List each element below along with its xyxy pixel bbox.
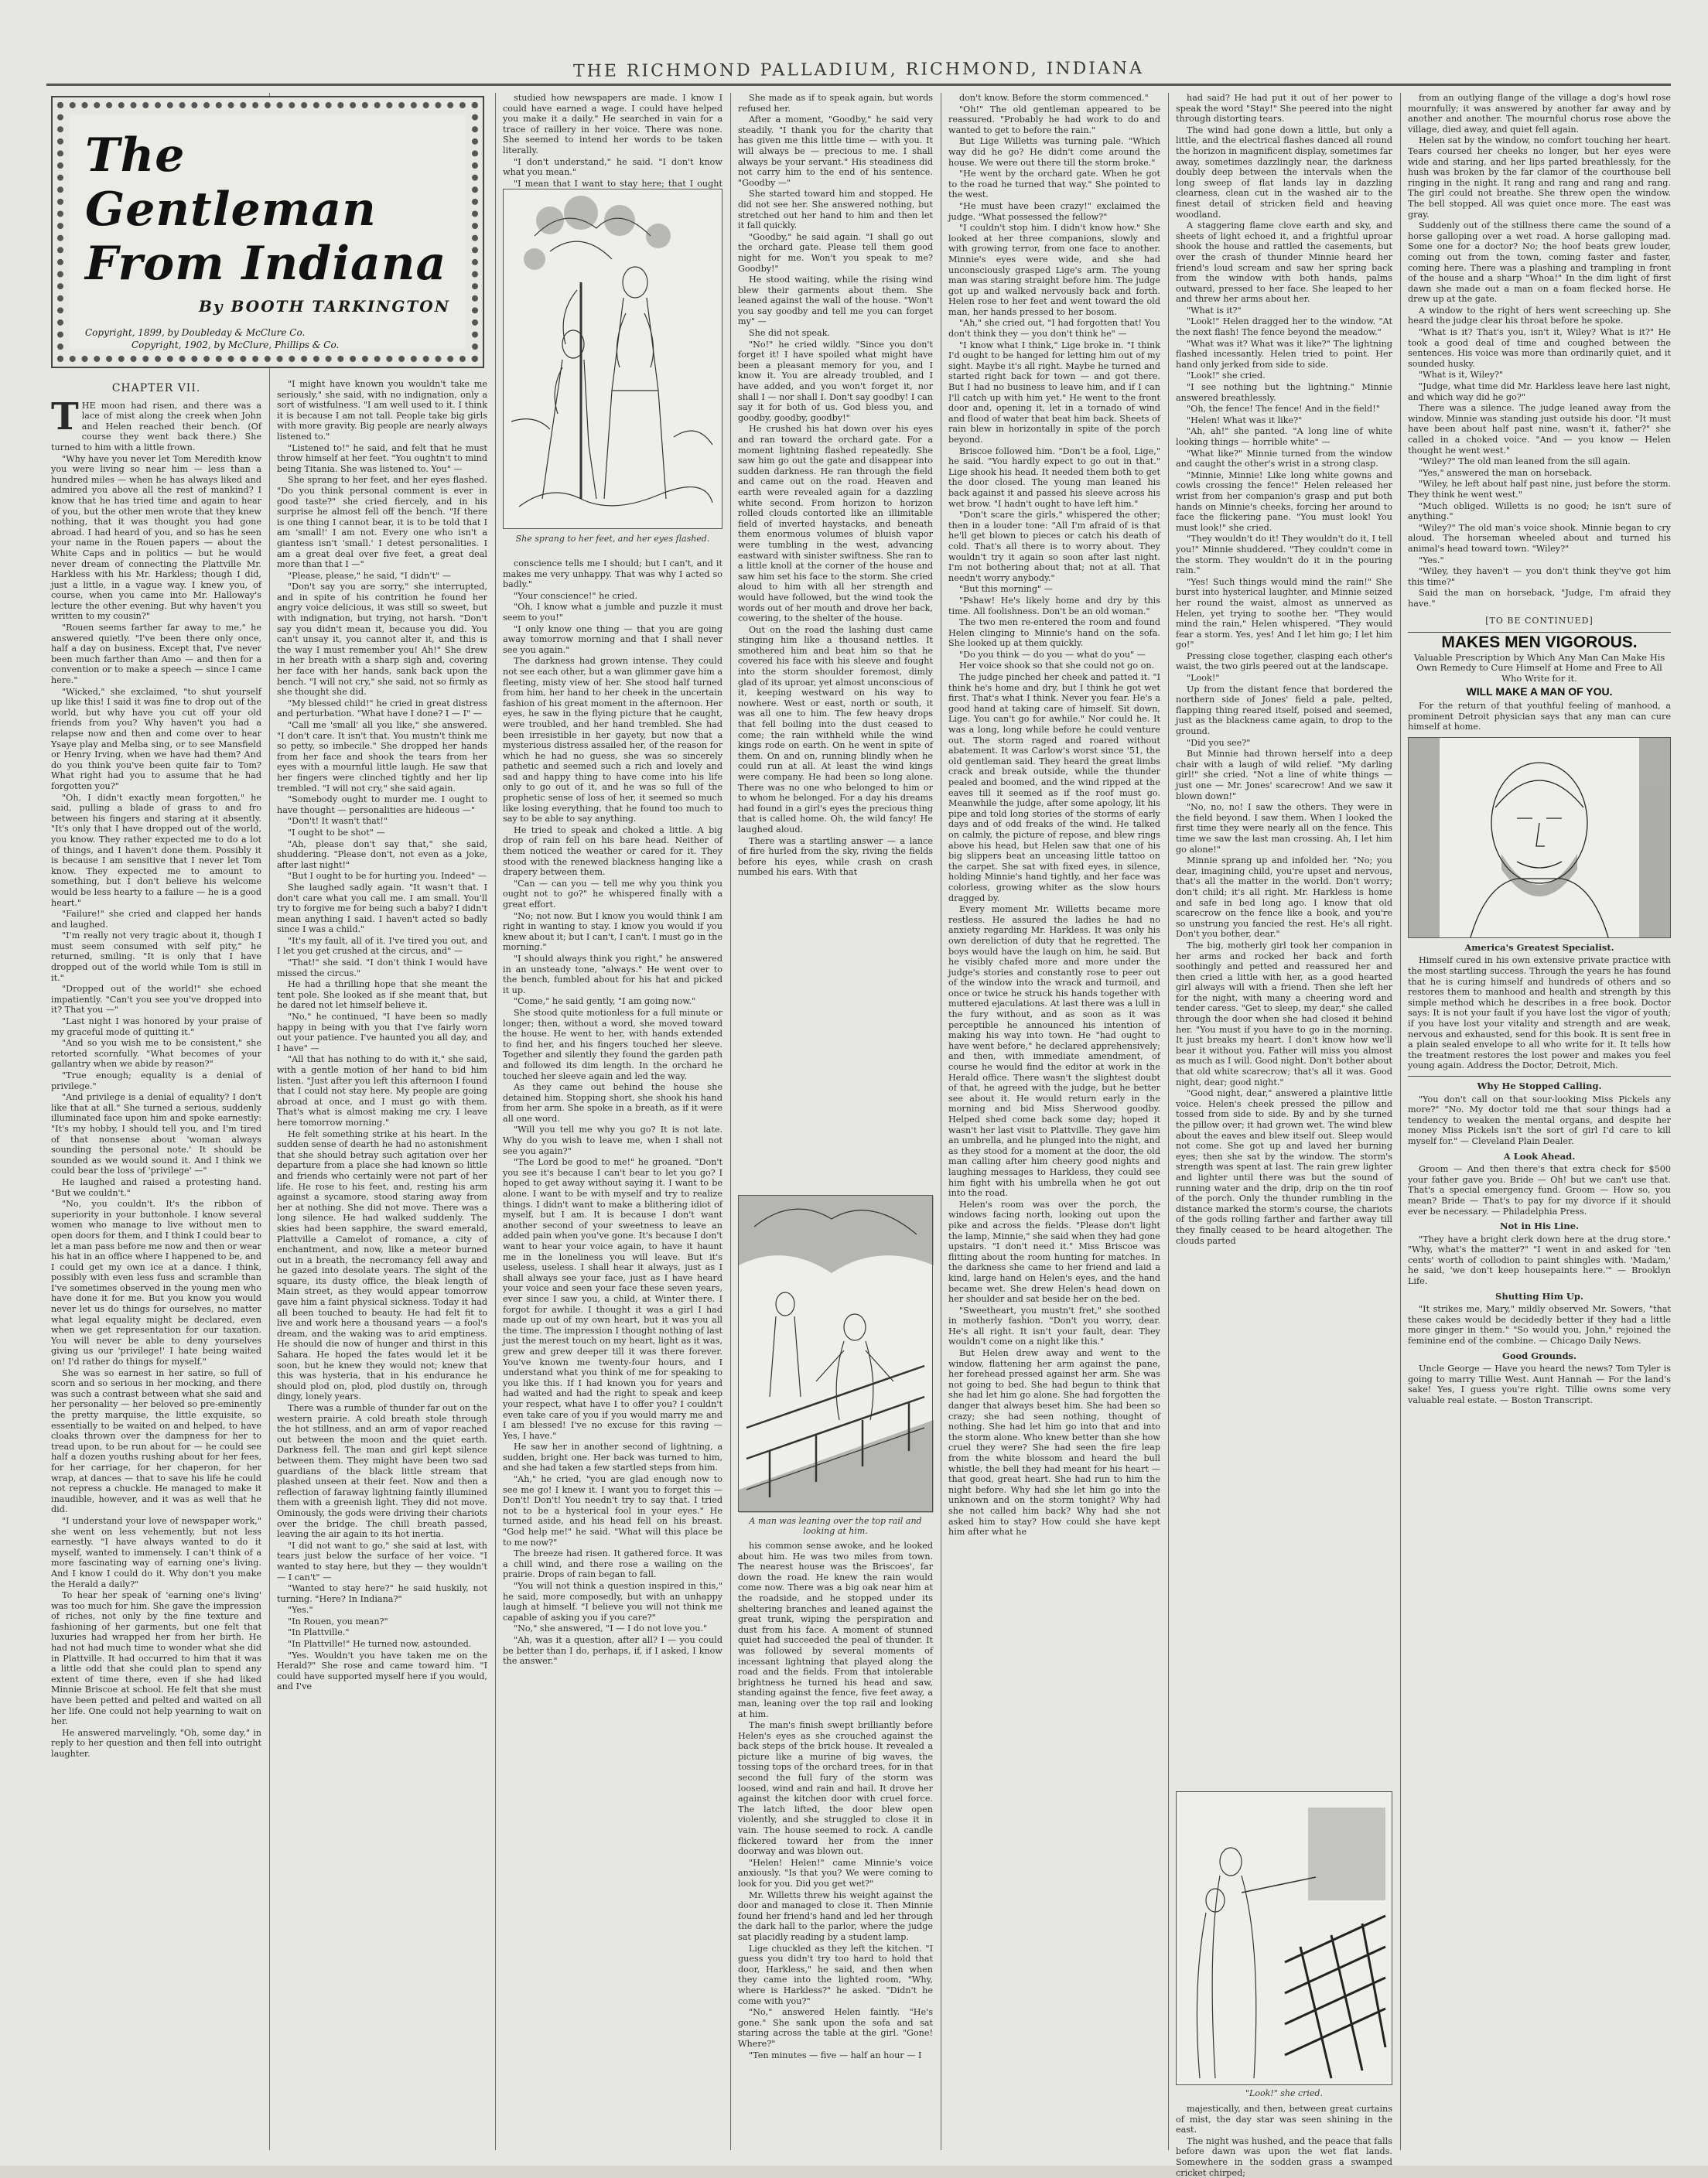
paragraph: "Ah," he cried, "you are glad enough now to see me go! I knew it. I want you to forget this — Don't! Don't! You needn't try to say that. I tried not to be a hysterical fool in your eyes." He turned aside, and his head fell on his breast. "God help me!" he said. "What will this place be to me now?"	[503, 1474, 722, 1548]
masthead-rule	[46, 84, 1671, 86]
misc-item-heading: Why He Stopped Calling.	[1477, 1080, 1602, 1091]
paragraph: "In Plattville."	[288, 1627, 350, 1638]
paragraph: Lige chuckled as they left the kitchen. "I guess you didn't try too hard to hold that door, Harkless," he said, and then when they came into the lighted room, "Why, where is Harkless?" he asked. "Didn't he come with you?"	[738, 1943, 933, 2006]
paragraph: "I ought to be shot" —	[288, 827, 385, 838]
illustration-window	[1176, 1791, 1392, 2085]
paragraph: "You will not think a question inspired in this," he said, more composedly, but with an unhappy laugh at himself. "I believe you will not think me capable of asking you if you care?"	[503, 1581, 722, 1623]
paragraph: She started toward him and stopped. He did not see her. She answered nothing, but stretched out her hand to him and then let it fall quickly.	[738, 189, 933, 231]
paragraph: "What like?" Minnie turned from the window and caught the other's wrist in a strong clasp.	[1176, 448, 1392, 469]
paragraph: Her voice shook so that she could not go on.	[959, 661, 1155, 671]
misc-item-text: Groom — And then there's that extra check for $500 your father gave you. Bride — Oh! but we can't use that. That's a special emergency fund. Groom — How so, you mean? Bride — That's to pay for my divorce if it should ever be necessary. — Philadelphia Press.	[1408, 1164, 1671, 1217]
paragraph: "Do you think — do you — what do you" —	[959, 649, 1146, 660]
paragraph: Out on the road the lashing dust came stinging him like a thousand nettles. It smothered him and beat him so that he covered his face with his sleeve and fought into the storm shoulder foremost, dimly glad of its uproar, yet almost unconscious of it, keeping westward on his way to nowhere. West or east, north or south, it was all one to him. The few heavy drops that fell boiling into the dust ceased to come; the rain withheld while the wind kings rode on earth. On he went in spite of them. On and on, running blindly when he could run at all. At least the wind kings were company. He had been so long alone. There was no one who belonged to him or to whom he belonged. For a day his dreams had found in a girl's eyes the precious thing that is called home. Oh, the wild fancy! He laughed aloud.	[738, 624, 933, 835]
story-byline: By BOOTH TARKINGTON	[199, 297, 450, 316]
misc-items	[1408, 1081, 1671, 1406]
paragraph: "Call me 'small' all you like," she answered. "I don't care. It isn't that. You mustn't think me so petty, so imbecile." She dropped her hands from her face and shook the tears from her eyes with a mournful little laugh. He saw that her fingers were clinched tightly and her lip trembled. "I will not cry," she said again.	[277, 720, 487, 794]
paragraph: "Wicked," she exclaimed, "to shut yourself up like this! I said it was fine to drop out of the world, but why have you cut off your old friends from you? Why haven't you had a relapse now and then and come over to hear Ysaye play and Melba sing, or to see Mansfield or Henry Irving, when we have had them? And do you think you've been quite fair to Tom? What right had you to assume that he had forgotten you?"	[51, 686, 261, 791]
paragraph: "Minnie, Minnie! Like long white gowns and cowls crossing the fence!" Helen released her wrist from her companion's grasp and put both hands on Minnie's cheeks, forcing her around to face the flickering pane. "You must look! You must look!" she cried.	[1176, 469, 1392, 533]
paragraph: "Wanted to stay here?" he said huskily, not turning. "Here? In Indiana?"	[277, 1583, 487, 1604]
paragraph: "No, you couldn't. It's the ribbon of superiority in your buttonhole. I know several women who manage to live without men to open doors for them, and I think I could bear to let a man pass before me now and then or wear his hat in an office where I happened to be, and I could get my own ice at a dance. I think, possibly with even less fuss and scramble than I've sometimes observed in the young men who have done it for me. But you know you would never let us do things for ourselves, no matter what legal equality might be declared, even when we get representation for our taxation. You will never be able to deny yourselves giving us our 'privilege!' I hate being waited on! I'd rather do things for myself."	[51, 1199, 261, 1367]
paragraph: Pressing close together, clasping each other's waist, the two girls peered out at the landscape.	[1176, 650, 1392, 672]
specialist-portrait	[1408, 737, 1671, 938]
misc-item-heading: Good Grounds.	[1502, 1350, 1576, 1361]
paragraph: "Judge, what time did Mr. Harkless leave here last night, and which way did he go?"	[1408, 381, 1671, 402]
paragraph: "Pshaw! He's likely home and dry by this time. All foolishness. Don't be an old woman."	[948, 595, 1160, 616]
column-3-bottom-paragraphs	[503, 558, 722, 1667]
paragraph: "Don't say you are sorry," she interrupted, and in spite of his contrition he found her angry voice delicious, it was still so sweet, but with indignation, but trying, not harsh. "Don't say you didn't mean it, because you did. You can't unsay it, you cannot alter it, and this is the way I must remember you! Ah!" She drew in her breath with a sharp sigh and, covering her face with her hands, sank back upon the bench. "I will not cry," she said, not so firmly as she thought she did.	[277, 582, 487, 698]
column-3-top-paragraphs	[503, 93, 722, 200]
paragraph: As they came out behind the house she detained him. Stopping short, she shook his hand from her arm. She spoke in a breath, as if it were all one word.	[503, 1082, 722, 1124]
story-column-3-bottom	[503, 558, 722, 2150]
misc-item-heading: Shutting Him Up.	[1495, 1290, 1583, 1302]
paragraph: "I understand your love of newspaper work," she went on less vehemently, but not less earnestly. "I have always wanted to do it myself, wanted to immensely. I can't think of a more fascinating way of earning one's living. And I know I could do it. Why don't you make the Herald a daily?"	[51, 1515, 261, 1589]
column-5-paragraphs	[948, 93, 1160, 1538]
column-rule	[730, 93, 731, 2150]
paragraph: "What is it?"	[1187, 305, 1242, 316]
paragraph: She was so earnest in her satire, so full of scorn and so serious in her mocking, and there was such a contrast between what she said and her personality — her beloved so pre-eminently the pretty marquise, the little exquisite, so essentially to be waited on and helped, to have cloaks thrown over the dampness for her to tread upon, to be run about for — he could see half a dozen youths rushing about for her fees, for her carriage, for her chaperon, for her wrap, at dances — that to save his life he could not repress a chuckle. He managed to make it inaudible, however, and it was as well that he did.	[51, 1367, 261, 1515]
paragraph: conscience tells me I should; but I can't, and it makes me very unhappy. That was why I acted so badly."	[503, 558, 722, 590]
paragraph: Helen sat by the window, no comfort touching her heart. Tears coursed her cheeks no longer, but her eyes were wide and staring, and her lips parted breathlessly, for the hush was broken by the far clamor of the courthouse bell ringing in the night. It rang and rang and rang and rang. The girl could not breathe. She threw open the window. The bell stopped. All was quiet once more. The east was gray.	[1408, 135, 1671, 220]
paragraph: "No, no, no! I saw the others. They were in the field beyond. I saw them. When I looked the first time they were nearly all on the fence. This time we saw the last man crossing. Ah, I let him go alone!"	[1176, 802, 1392, 855]
title-inner	[70, 114, 466, 350]
paragraph: The breeze had risen. It gathered force. It was a chill wind, and there rose a wailing on the prairie. Drops of rain began to fall.	[503, 1548, 722, 1580]
paragraph: "He went by the orchard gate. When he got to the road he turned that way." She pointed to the west.	[948, 169, 1160, 200]
misc-item-heading: A Look Ahead.	[1503, 1150, 1576, 1162]
paragraph: "Look!"	[1187, 673, 1220, 684]
paragraph: "Wiley, he left about half past nine, just before the storm. They think he went west."	[1408, 479, 1671, 500]
column-rule	[495, 93, 496, 2150]
paragraph: "Oh!" The old gentleman appeared to be reassured. "Probably he had work to do and wanted to get to before the rain."	[948, 104, 1160, 135]
paragraph: "The Lord be good to me!" he groaned. "Don't you see it's because I can't bear to let you go? I hoped to get away without saying it. I want to be alone. I want to be with myself and try to realize things. I didn't want to make a blithering idiot of myself, but I am. It is because I don't want another second of your sweetness to leave an added pain when you've gone. It's because I don't want to hear your voice again, to have it haunt me in the loneliness you will leave. But it's useless, useless. I shall hear it always, just as I shall always see your face, just as I have heard your voice and seen your face these seven years, ever since I saw you, a child, at Winter there. I forgot for awhile. I thought it was a girl I had made up out of my own heart, but it was you all the time. The impression I thought nothing of last just the merest touch on my heart, light as it was, grew and grew deeper till it was there forever. You've known me twenty-four hours, and I understand what you think of me for speaking to you like this. If I had known you for years and had waited and had the right to speak and keep your respect, what have I to offer you? I couldn't even take care of you if you would marry me and I am blessed! I've no excuse for this raving — Yes, I have."	[503, 1157, 722, 1441]
paragraph: "Ah," she cried out, "I had forgotten that! You don't think they — you don't think he" —	[948, 318, 1160, 340]
paragraph: "In Plattville!" He turned now, astounded.	[288, 1639, 472, 1650]
paragraph: "Much obliged. Willetts is no good; he isn't sure of anything."	[1408, 500, 1671, 522]
paragraph: She did not speak.	[749, 328, 831, 339]
paragraph: from an outlying flange of the village a dog's howl rose mournfully; it was answered by another far away and by another and another. The mournful chorus rose above the village, died away, and quiet fell again.	[1408, 93, 1671, 135]
copyright-line-2: Copyright, 1902, by McClure, Phillips & Co.	[132, 340, 340, 350]
paragraph: "Ah, was it a question, after all? I — you could be better than I do, perhaps, if, if I asked, I know the answer."	[503, 1634, 722, 1667]
paragraph: "And privilege is a denial of equality? I don't like that at all." She turned a serious, suddenly illuminated face upon him and spoke earnestly: "It's my hobby, I should tell you, and I'm tired of that nonsense about 'woman always sounding the personal note.' It should be sounded as we would sound it. And I think we could bear the loss of 'privilege' —"	[51, 1092, 261, 1176]
paragraph: The judge pinched her cheek and patted it. "I think he's home and dry, but I think he got wet first. That's what I think. Never you fear. He's a good hand at taking care of himself. Sit down, Lige. You can't go for awhile." Nor could he. It was a long, long while before he could venture out. The storm raged and roared without abatement. It was Carlow's worst since '51, the old gentleman said. They heard the great limbs crack and break outside, while the thunder pealed and boomed, and the wind ripped at the eaves till it seemed as if the roof must go. Meanwhile the judge, after some apology, lit his pipe and told long stories of the storms of early days and of odd freaks of the wind. He talked on calmly, the picture of repose, and blew rings above his head, but Helen saw that one of his big slippers beat an unceasing little tattoo on the carpet. She sat with fixed eyes, in silence, holding Minnie's hand tightly, and her face was colorless, growing whiter as the slow hours dragged by.	[948, 672, 1160, 903]
paragraph: There was a silence. The judge leaned away from the window. Minnie was standing just outside his door. "It must have been about half past nine, wasn't it, father?" she called in a choked voice. "And — you know — Helen thought he went west."	[1408, 403, 1671, 456]
paragraph: "But I ought to be for hurting you. Indeed" —	[288, 871, 487, 882]
paragraph: "What was it? What was it like?" The lightning flashed incessantly. Helen tried to point. Her hand only jerked from side to side.	[1176, 338, 1392, 370]
story-column-4-bottom	[738, 1541, 933, 2150]
paragraph: "What is it? That's you, isn't it, Wiley? What is it?" He took a good deal of time and coughed between the sentences. His voice was more than ordinarily quiet, and it sounded husky.	[1408, 327, 1671, 369]
paragraph: But Lige Willetts was turning pale. "Which way did he go? He didn't come around the house. We were out there till the storm broke."	[948, 136, 1160, 168]
paragraph: "True enough; equality is a denial of privilege."	[51, 1070, 261, 1091]
paragraph: "All that has nothing to do with it," she said, with a gentle motion of her hand to bid him listen. "Just after you left this afternoon I found that I could not stay here. My people are going abroad at once, and I must go with them. That's what is almost making me cry. I leave here tomorrow morning."	[277, 1054, 487, 1128]
paragraph: She sprang to her feet, and her eyes flashed. "Do you think personal comment is ever in good taste?" she cried fiercely, and in his surprise he almost fell off the bench. "If there is one thing I cannot bear, it is to be told that I am 'small!' I am not. Every one who isn't a giantess isn't 'small.' I detest personalities. I am a great deal over five feet, a great deal more than that I —"	[277, 475, 487, 570]
paragraph: "Will you tell me why you go? It is not late. Why do you wish to leave me, when I shall not see you again?"	[503, 1125, 722, 1156]
misc-item-text: "You don't call on that sour-looking Miss Pickels any more?" "No. My doctor told me that sour things had a tendency to weaken the mental organs, and despite her money Miss Pickels isn't the sort of girl I'd care to kill myself for." — Cleveland Plain Dealer.	[1408, 1094, 1671, 1146]
masthead: THE RICHMOND PALLADIUM, RICHMOND, INDIANA	[572, 59, 1144, 81]
paragraph: But Helen drew away and went to the window, flattening her arm against the pane, her forehead pressed against her arm. She was not going to bed. She had begun to think that she had let him go alone. She had forgotten the danger that always beset him. She had been so crazy; she had seen nothing, thought of nothing. She had let him go into that and into the storm alone. Who knew better than she how cruel they were? She had seen the fire leap from the white blossom and heard the bull whistle, the bell they had meant for his heart — that good, great heart. She had run to him the night before. Why had she let him go into the unknown and on the storm tonight? Why had she not called him back? Why had she not asked him to stay? How could she have kept him after what he	[948, 1348, 1160, 1538]
paragraph: There was a rumble of thunder far out on the western prairie. A cold breath stole through the hot stillness, and an arm of vapor reached out between the moon and the quiet earth. Darkness fell. The man and girl kept silence between them. They might have been two sad guardians of the black little stream that plashed unseen at their feet. Now and then a reflection of faraway lightning faintly illumined them with a greenish light. They did not move. Ominously, the gods were driving their chariots over the bridge. The chill breath passed, leaving the air again to its hot inertia.	[277, 1403, 487, 1540]
paragraph: The man's finish swept brilliantly before Helen's eyes as she crouched against the back steps of the brick house. It revealed a picture like a murine of big waves, the tossing tops of the orchard trees, for in that second the full fury of the storm was loosed, wind and rain and hail. It drove her against the kitchen door with cruel force. The latch lifted, the door blew open violently, and she struggled to close it in vain. The house seemed to rock. A candle flickered toward her from the inner doorway and was blown out.	[738, 1720, 933, 1857]
misc-item-text: Uncle George — Have you heard the news? Tom Tyler is going to marry Tillie West. Aunt Hannah — For the land's sake! Yes, I guess you're right. Tillie owns some very valuable real estate. — Boston Transcript.	[1408, 1364, 1671, 1405]
paragraph: "Yes! Such things would mind the rain!" She burst into hysterical laughter, and Minnie seized her round the waist, almost as unnerved as Helen, yet trying to soothe her. "They would mind the rain," Helen whispered. "They would fear a storm. Yes, yes! And I let him go; I let him go!"	[1176, 576, 1392, 650]
paragraph: "Oh, I didn't exactly mean forgotten," he said, pulling a blade of grass to and fro between his fingers and staring at it absently. "It's only that I have dropped out of the world, you know. They rather expected me to do a lot of things, and I haven't done them. Possibly it is because I am sensitive that I never let Tom know. They expected me to amount to something, but I don't believe his welcome would be less hearty to a failure — he is a good heart."	[51, 792, 261, 908]
illustration-couple	[503, 189, 722, 529]
story-column-6-bottom	[1176, 2104, 1392, 2178]
paragraph: "Did you see?"	[1187, 737, 1251, 748]
paragraph: "I might have known you wouldn't take me seriously," she said, with no indignation, only a sort of wistfulness. "I am well used to it. I think it is because I am not tall. People take big girls with more gravity. Big people are nearly always listened to."	[277, 379, 487, 442]
paragraph: Briscoe followed him. "Don't be a fool, Lige," he said. "You hardly expect to go out in that." Lige shook his head. It needed them both to get the door closed. The young man leaned his back against it and passed his sleeve across his wet brow. "I hadn't ought to have left him."	[948, 446, 1160, 509]
paragraph: Minnie sprang up and infolded her. "No; you dear, imagining child, you're upset and nervous, that's all the matter in the world. Don't worry; don't child; it's all right. Mr. Harkless is home and safe in bed long ago. I know that old scarecrow on the fence like a book, and you're so unstrung you fancied the rest. He's all right. Don't you bother, dear."	[1176, 855, 1392, 940]
story-column-3-top	[503, 93, 722, 189]
paragraph: "I know what I think," Lige broke in. "I think I'd ought to be hanged for letting him out of my sight. Maybe it's all right. Maybe he turned and started right back for town — and got there. But I had no business to leave him, and if I can I'll catch up with him yet." He went to the front door and, opening it, let in a tornado of wind and flood of water that beat him back. Sheets of rain blew in horizontally in spite of the porch beyond.	[948, 340, 1160, 445]
story-title-line-2: From Indiana	[85, 237, 447, 291]
paragraph: "Wiley?" The old man leaned from the sill again.	[1419, 456, 1631, 467]
illustration-caption-1: She sprang to her feet, and her eyes flashed.	[515, 534, 710, 544]
paragraph: "What is it, Wiley?"	[1419, 370, 1504, 381]
paragraph: "Wiley, they haven't — you don't think they've got him this time?"	[1408, 566, 1671, 587]
illustration-road-drawing	[739, 1196, 934, 1513]
paragraph: "Why have you never let Tom Meredith know you were living so near him — less than a hundred miles — when he has always liked and admired you above all the rest of mankind? I know that he has tried time and again to hear of you, but the other men wrote that they knew nothing, that it was thought you had gone abroad. I had heard of you, and so has he seen your name in the Rouen papers — about the White Caps and in politics — but he would never dream of connecting the Plattville Mr. Harkless with his Mr. Harkless; though I did, just a little, in a vague way. I knew you, of course, when you came into Mr. Halloway's lecture the other evening. But why haven't you written to my cousin?"	[51, 453, 261, 622]
paragraph: "My blessed child!" he cried in great distress and perturbation. "What have I done? I — I" —	[277, 698, 487, 719]
illustration-couple-drawing	[504, 189, 723, 530]
paragraph: "I did not want to go," she said at last, with tears just below the surface of her voice. "I wanted to stay here, but they — they wouldn't — I can't" —	[277, 1540, 487, 1582]
paragraph: Every moment Mr. Willetts became more restless. He assured the ladies he had no anxiety regarding Mr. Harkless. It was only his own dereliction of duty that he regretted. The boys would have the laugh on him, he said. But he visibly chafed more and more under the judge's stories and constantly rose to peer out of the window into the wrack and turmoil, and once or twice he struck his hands together with muttered ejaculations. At last there was a lull in the fury without, and as soon as it was perceptible he announced his intention of making his way into town. He "had ought to have went before," he declared apprehensively; and then, with immediate amendment, of course he would find the editor at work in the Herald office. There wasn't the slightest doubt of that, he agreed with the judge, but he better see about it. He would return early in the morning and bid Miss Sherwood goodby. Helped shed come back some day; hoped it wasn't her last visit to Plattville. They gave him an umbrella, and he plunged into the night, and as they stood for a moment at the door, the old man calling after him cheery good nights and laughing messages to Harkless, they could see him fight with his umbrella when he got out into the road.	[948, 904, 1160, 1199]
illustration-caption-3: "Look!" she cried.	[1245, 2088, 1323, 2098]
paragraph: "No," she answered, "I — I do not love you."	[514, 1623, 708, 1634]
dropcap: T	[51, 394, 79, 439]
paragraph: "Ah, ah!" she panted. "A long line of white looking things — horrible white" —	[1176, 426, 1392, 447]
paragraph: "And so you wish me to be consistent," she retorted scornfully. "What becomes of your gallantry when we abide by reason?"	[51, 1038, 261, 1070]
paragraph: "Don't! It wasn't that!"	[288, 816, 388, 827]
paragraph: "Ten minutes — five — half an hour — I	[749, 2050, 922, 2060]
column-rule	[1400, 93, 1401, 2150]
paragraph: "I see nothing but the lightning." Minnie answered breathlessly.	[1176, 382, 1392, 403]
paragraph: "Helen! What was it like?"	[1187, 415, 1303, 425]
column-7-paragraphs	[1408, 93, 1671, 609]
paragraph: "Please, please," he said, "I didn't" —	[288, 570, 452, 581]
paragraph: "Rouen seems farther far away to me," he answered quietly. "I've been there only once, half a day on business. Except that, I've never been much farther than Amo — and then for a convention or to make a speech — since I came here."	[51, 623, 261, 686]
paragraph: "I couldn't stop him. I didn't know how." She looked at her three companions, slowly and with growing terror, from one face to another. Minnie's eyes were wide, and she had unconsciously grasped Lige's arm. The young man was staring straight before him. The judge got up and walked nervously back and forth. Helen rose to her feet and went toward the old man, her hands pressed to her bosom.	[948, 223, 1160, 317]
story-column-2	[277, 379, 487, 2150]
story-column-7	[1408, 93, 1671, 2150]
paragraph: To hear her speak of 'earning one's living' was too much for him. She gave the impression of riches, not only by the fine texture and fashioning of her garments, but one felt that luxuries had wrapped her from her birth. He had not had much time to wonder what she did in Plattville. It had occurred to him that it was a little odd that she could plan to spend any extent of time there, even if she had liked Minnie Briscoe at school. He felt that she must have been petted and pelted and waited on all her life. One could not help yearning to wait on her.	[51, 1590, 261, 1727]
paragraph: Said the man on horseback, "Judge, I'm afraid they have."	[1408, 588, 1671, 609]
paragraph: Suddenly out of the stillness there came the sound of a horse galloping over a wet road. A horse galloping mad. Some one for a doctor? No; the hoof beats grew louder, coming out from the town, coming faster and faster, coming here. There was a plashing and trampling in front of the house and a sharp "Whoa!" In the dim light of first dawn she made out a man on a foam flecked horse. He drew up at the gate.	[1408, 220, 1671, 305]
paragraph: He saw her in another second of lightning, a sudden, bright one. Her back was turned to him, and she had taken a few startled steps from him.	[503, 1442, 722, 1473]
paragraph: "Your conscience!" he cried.	[514, 590, 638, 601]
paragraph: "Sweetheart, you mustn't fret," she soothed in motherly fashion. "Don't you worry, dear. He's all right. It isn't your fault, dear. They wouldn't come on a night like this."	[948, 1305, 1160, 1347]
illustration-road	[738, 1195, 933, 1512]
paragraph: "I don't understand," he said. "I don't know what you mean."	[503, 156, 722, 178]
paragraph: "No; not now. But I know you would think I am right in wanting to stay. I know you would if you knew about it; but I can't, I can't. I must go in the morning."	[503, 910, 722, 953]
column-4-bottom-paragraphs	[738, 1541, 933, 2060]
paragraph: "Yes."	[1419, 555, 1444, 565]
section-rule	[1408, 1076, 1671, 1077]
story-title-box	[51, 96, 484, 368]
column-4-top-paragraphs	[738, 93, 933, 878]
misc-item-text: "They have a bright clerk down here at the drug store." "Why, what's the matter?" "I went in and asked for 'ten cents' worth of collodion to paint shingles with. 'Madam,' he said, 'we don't keep housepaints here.'" — Brooklyn Life.	[1408, 1234, 1671, 1287]
portrait-caption: America's Greatest Specialist.	[1464, 941, 1614, 953]
paragraph: A window to the right of hers went screeching up. She heard the judge clear his throat before he spoke.	[1408, 305, 1671, 326]
paragraph: After a moment, "Goodby," he said very steadily. "I thank you for the charity that has given me this little time — with you. It will always be — precious to me. I shall always be your servant." His steadiness did not carry him to the end of his sentence. "Goodby —"	[738, 114, 933, 188]
column-rule	[269, 93, 270, 2150]
paragraph: "No!" he cried wildly. "Since you don't forget it! I have spoiled what might have been a pleasant memory for you, and I know it. You are already troubled, and I have added, and you won't forget it, nor shall I — nor shall I. Don't say goodby! I can say it for both of us. God bless you, and goodby, goodby, goodby!"	[738, 339, 933, 423]
paragraph: "Come," he said gently, "I am going now."	[514, 996, 696, 1007]
paragraph: But Minnie had thrown herself into a deep chair with a laugh of wild relief. "My darling girl!" she cried. "Not a line of white things — just one — Mr. Jones' scarecrow! And we saw it blown down!"	[1176, 749, 1392, 801]
paragraph: had said? He had put it out of her power to speak the word "Stay!" She peered into the night through distorting tears.	[1176, 93, 1392, 125]
ad-headline: MAKES MEN VIGOROUS.	[1441, 633, 1638, 652]
paragraph: "Somebody ought to murder me. I ought to have thought — personalities are hideous —"	[277, 794, 487, 815]
paragraph: "Wiley?" The old man's voice shook. Minnie began to cry aloud. The horseman wheeled about and turned his animal's head toward town. "Wiley?"	[1408, 522, 1671, 554]
ad-offer: WILL MAKE A MAN OF YOU.	[1466, 685, 1613, 698]
paragraph: "I only know one thing — that you are going away tomorrow morning and that I shall never see you again."	[503, 623, 722, 655]
story-column-1	[51, 379, 261, 2150]
paragraph: He answered marvelingly, "Oh, some day," in reply to her question and then fell into outright laughter.	[51, 1727, 261, 1759]
paragraph: "Look!" Helen dragged her to the window. "At the next flash! The fence beyond the meadow."	[1176, 316, 1392, 338]
paragraph: He tried to speak and choked a little. A big drop of rain fell on his bare head. Neither of them noticed the weather or cared for it. They stood with the renewed blackness hanging like a drapery between them.	[503, 824, 722, 878]
ad-intro: For the return of that youthful feeling of manhood, a prominent Detroit physician says that any man can cure himself at home.	[1408, 701, 1671, 732]
paragraph: A staggering flame clove earth and sky, and sheets of light echoed it, and a frightful uproar shook the house and rattled the casements, but over the crash of thunder Minnie heard her friend's loud scream and saw her spring back from the window with both hands, palms outward, pressed to her face. She leaped to her and threw her arms about her.	[1176, 220, 1392, 305]
paragraph: He had a thrilling hope that she meant the tent pole. She looked as if she meant that, but he dared not let himself believe it.	[277, 979, 487, 1011]
paragraph: The wind had gone down a little, but only a little, and the electrical flashes danced all round the horizon in magnificent display, sometimes far away, sometimes dazzlingly near, the darkness doubly deep between the intervals when the long sweep of flat lands lay in dazzling clearness, clean cut in the washed air to the finest detail of stricken field and heaving woodland.	[1176, 125, 1392, 220]
paragraph: The darkness had grown intense. They could not see each other, but a wan glimmer gave him a fleeting, misty view of her. She stood half turned from him, her hand to her cheek in the uncertain fashion of his great moment in the afternoon. Her eyes, he saw in the flying picture that he caught, were troubled, and her hand trembled. She had been irresistible in her gayety, but now that a mysterious distress assailed her, of the reason for which he had no guess, she was so sincerely pathetic and seemed such a rich and lovely and sad and happy thing to have come into his life only to go out of it, and he was so full of the prophetic sense of loss of her, it seemed so much like losing everything, that he found too much to say to be able to say anything.	[503, 656, 722, 824]
paragraph: majestically, and then, between great curtains of mist, the day star was seen shining in the east.	[1176, 2104, 1392, 2135]
paragraph: Helen's room was over the porch, the windows facing north, looking out upon the pike and across the fields. "Please don't light the lamp, Minnie," she said when they had gone upstairs. "I don't need it." Miss Briscoe was flitting about the room hunting for matches. In the darkness she came to her friend and laid a kind, large hand on Helen's eyes, and the hand became wet. She drew Helen's head down on her shoulder and sat beside her on the bed.	[948, 1199, 1160, 1305]
paragraph: "He must have been crazy!" exclaimed the judge. "What possessed the fellow?"	[948, 200, 1160, 222]
paragraph: Mr. Willetts threw his weight against the door and managed to close it. Then Minnie found her friend's hand and led her through the dark hall to the parlor, where the judge sat placidly reading by a student lamp.	[738, 1890, 933, 1942]
illustration-window-drawing	[1177, 1792, 1393, 2086]
paragraph: "Failure!" she cried and clapped her hands and laughed.	[51, 909, 261, 930]
column-rule	[1168, 93, 1169, 2150]
story-column-5	[948, 93, 1160, 2150]
paragraph: "Yes," answered the man on horseback.	[1419, 467, 1593, 478]
paragraph: "Last night I was honored by your praise of my graceful mode of quitting it."	[51, 1016, 261, 1037]
paragraph: "Oh, the fence! The fence! And in the field!"	[1187, 404, 1380, 415]
paragraph: She laughed sadly again. "It wasn't that. I don't care what you call me. I am small. You'll try to forgive me for being such a baby? I didn't mean anything I said. I haven't acted so badly since I was a child."	[277, 882, 487, 935]
paragraph: studied how newspapers are made. I know I could have earned a wage. I could have helped you make it a daily." He searched in vain for a trace of raillery in her voice. There was none. She seemed to intend her words to be taken literally.	[503, 93, 722, 155]
portrait-drawing	[1409, 738, 1670, 937]
paragraph: The big, motherly girl took her companion in her arms and rocked her back and forth soothingly and petted and reassured her and then cried a little with her, as a good hearted girl always will with a friend. Then she left her for the night, with many a cheering word and tender caress. "Get to sleep, my dear," she called through the door when she had closed it behind her. "You must if you have to go in the morning. It just breaks my heart. I don't know how we'll bear it without you. Father will miss you almost as much as I will. Good night. Don't bother about that old white scarecrow; that's all it was. Good night, dear; good night."	[1176, 940, 1392, 1087]
paragraph: "Goodby," he said again. "I shall go out the orchard gate. Please tell them good night for me. Won't you speak to me? Goodby!"	[738, 231, 933, 274]
misc-item-heading: Not in His Line.	[1499, 1220, 1580, 1232]
story-column-4-top	[738, 93, 933, 1191]
paragraph: "Look!" she cried.	[1187, 370, 1266, 381]
paragraph: "I'm really not very tragic about it, though I must seem consumed with self pity," he returned, smiling. "It is only that I have dropped out of the world while Tom is still in it."	[51, 930, 261, 983]
section-rule	[1408, 632, 1671, 633]
paragraph: "Listened to!" he said, and felt that he must throw himself at her feet. "You oughtn't to mind being Titania. She was listened to. You" —	[277, 442, 487, 474]
column-6-top-paragraphs	[1176, 93, 1392, 1246]
paragraph: There was a startling answer — a lance of fire hurled from the sky, riving the fields before his eyes, while crash on crash numbed his ears. With that	[738, 835, 933, 878]
paragraph: "They wouldn't do it! They wouldn't do it, I tell you!" Minnie shuddered. "They couldn't come in the storm. They wouldn't do it in the pouring rain."	[1176, 534, 1392, 576]
paragraph: "Yes. Wouldn't you have taken me on the Herald?" She rose and came toward him. "I could have supported myself here if you would, and I've	[277, 1650, 487, 1692]
paragraph: He crushed his hat down over his eyes and ran toward the orchard gate. For a moment lightning flashed repeatedly. She saw him go out the gate and disappear into sudden darkness. He ran through the field and came out on the road. Heaven and earth were revealed again for a dazzling white second. From horizon to horizon rolled clouds contorted like an illimitable field of inverted haystacks, and beneath them enormous volumes of bluish vapor were tumbling in the west, advancing eastward with sinister swiftness. She ran to a little knoll at the corner of the house and saw him set his face to the storm. She cried aloud to him with all her strength and would have followed, but the wind took the words out of her mouth and drove her back, cowering, to the shelter of the house.	[738, 424, 933, 624]
paragraph: The two men re-entered the room and found Helen clinging to Minnie's hand on the sofa. She looked up at them quickly.	[948, 617, 1160, 649]
paragraph: "Oh, I know what a jumble and puzzle it must seem to you!"	[503, 602, 722, 623]
column-6-bottom-paragraphs	[1176, 2104, 1392, 2178]
story-column-6-top	[1176, 93, 1392, 1787]
paragraph: his common sense awoke, and he looked about him. He was two miles from town. The nearest house was the Briscoes', far down the road. He knew the rain would come now. There was a big oak near him at the roadside, and he stopped under its sheltering branches and leaned against the great trunk, wiping the perspiration and dust from his face. A moment of stunned quiet had succeeded the peal of thunder. It was followed by several moments of incessant lightning that played along the road and the fields. From that intolerable brightness he turned his head and saw, standing against the fence, five feet away, a man, leaning over the top rail and looking at him.	[738, 1541, 933, 1719]
opening-paragraph: HE moon had risen, and there was a lace of mist along the creek when John and Helen reached their bench. (Of course they went back there.) She turned to him with a little frown.	[51, 400, 261, 452]
paragraph: The night was hushed, and the peace that falls before dawn was upon the wet flat lands. Somewhere in the sodden grass a swamped cricket chirped;	[1176, 2135, 1392, 2178]
ad-body: Himself cured in his own extensive private practice with the most startling success. Through the years he has found that he is curing himself and hundreds of others and so restores them to manhood and health and strength by this simple method which he describes in a free book. Doctor says: It is not your fault if you have lost the vigor of youth; if you have lost your vitality and strength and are weak, nervous and exhausted, send for this book. It is sent free in a plain sealed envelope to all who write for it. It tells how the treatment restores the lost power and makes you feel young again. Address the Doctor, Detroit, Mich.	[1408, 955, 1671, 1071]
illustration-caption-2: A man was leaning over the top rail and looking at him.	[749, 1516, 922, 1536]
column-1-paragraphs	[51, 454, 261, 1760]
story-title-line-1: The Gentleman	[85, 128, 377, 237]
paragraph: "I should always think you right," he answered in an unsteady tone, "always." He went over to the bench, fumbled about for his hat and picked it up.	[503, 953, 722, 995]
paragraph: "Good night, dear," answered a plaintive little voice. Helen's cheek pressed the pillow and tossed from side to side. By and by she turned the pillow over; it had grown wet. The wind blew about the eaves and blew itself out. Sleep would not come. She got up and laved her burning eyes; then she sat by the window. The storm's strength was spent at last. The rain grew lighter and lighter until there was but the sound of running water and the drip, drip on the tin roof of the porch. Only the thunder rumbling in the distance marked the storm's course, the chariots of the gods rolling farther and farther away till they finally ceased to be heard altogether. The clouds parted	[1176, 1088, 1392, 1246]
paragraph: "It's my fault, all of it. I've tired you out, and I let you get crushed at the circus, and" —	[277, 935, 487, 957]
paragraph: "Helen! Helen!" came Minnie's voice anxiously. "Is that you? We were coming to look for you. Did you get wet?"	[738, 1857, 933, 1889]
paragraph: She stood quite motionless for a full minute or longer; then, without a word, she moved toward the house. He went to her, with hands extended to find her, and his fingers touched her sleeve. Together and silently they found the garden path and followed its dim length. In the orchard he touched her sleeve again and led the way.	[503, 1007, 722, 1081]
paragraph: Up from the distant fence that bordered the northern side of Jones' field a pale, pelted, flapping thing reared itself, poised and seemed, just as the blackness came again, to drop to the ground.	[1176, 684, 1392, 737]
paragraph: He felt something strike at his heart. In the sudden sense of dearth he had no astonishment that she should betray such agitation over her departure from a place she had known so little and friends who certainly were not part of her life. He rose to his feet, and, resting his arm against a sycamore, stood staring away from her at nothing. She did not move. There was a long silence. He had walked suddenly. The skies had been sapphire, the sward emerald, Plattville a Camelot of romance, a city of enchantment, and now, like a meteor burned out in a breath, the necromancy fell away and he gazed into desolate years. The sight of the square, its dusty office, the bleak length of Main street, as they would appear tomorrow gave him a faint physical sickness. Today it had all been touched to beauty. He had felt fit to live and work here a thousand years — a fool's dream, and the waking was to arid emptiness. He should die now of hunger and thirst in this Sahara. He hoped the fates would let it be soon, but he knew they would not; knew that this was hysteria, that in his endurance he should plod on, plod, plod dustily on, through dingy, lonely years.	[277, 1128, 487, 1402]
paragraph: He stood waiting, while the rising wind blew their garments about them. She leaned against the wall of the house. "Won't you say goodby and tell me you can forget my" —	[738, 275, 933, 327]
paragraph: "In Rouen, you mean?"	[288, 1616, 388, 1627]
paragraph: don't know. Before the storm commenced."	[959, 93, 1149, 103]
paragraph: He laughed and raised a protesting hand. "But we couldn't."	[51, 1176, 261, 1198]
paragraph: "No," answered Helen faintly. "He's gone." She sank upon the sofa and sat staring across the table at the girl. "Gone! Where?"	[738, 2007, 933, 2049]
paragraph: "That!" she said. "I don't think I would have missed the circus."	[277, 958, 487, 978]
misc-item-text: "It strikes me, Mary," mildly observed Mr. Sowers, "that these cakes would be decidedly better if they had a little more ginger in them." "So would you, John," rejoined the feminine end of the combine. — Chicago Daily News.	[1408, 1304, 1671, 1347]
ad-subhead: Valuable Prescription by Which Any Man Can Make His Own Remedy to Cure Himself at Home and Free to All Who Write for it.	[1413, 651, 1665, 684]
paragraph: "Yes."	[288, 1605, 313, 1616]
paragraph: "Can — can you — tell me why you think you ought not to go?" he whispered finally with a great effort.	[503, 878, 722, 910]
paragraph: "Dropped out of the world!" she echoed impatiently. "Can't you see you've dropped into it? That you —"	[51, 984, 261, 1016]
to-be-continued: [TO BE CONTINUED]	[1485, 615, 1594, 626]
paragraph: "Ah, please don't say that," she said, shuddering. "Please don't, not even as a joke, after last night!"	[277, 838, 487, 870]
paragraph: "No," he continued, "I have been so madly happy in being with you that I've fairly worn out your patience. I've haunted you all day, and I have" —	[277, 1012, 487, 1053]
paragraph: "I mean that I want to stay here; that I ought	[514, 178, 722, 189]
paragraph: "Don't scare the girls," whispered the other; then in a louder tone: "All I'm afraid of is that he'll get blown to pieces or catch his death of cold. That's all there is to worry about. They wouldn't try it again so soon after last night. I'm not bothering about that; not at all. That needn't worry anybody."	[948, 510, 1160, 583]
column-2-paragraphs	[277, 379, 487, 1692]
copyright-line-1: Copyright, 1899, by Doubleday & McClure Co.	[85, 327, 306, 338]
paragraph: "But this morning" —	[959, 584, 1053, 595]
chapter-heading: CHAPTER VII.	[111, 382, 201, 394]
paragraph: She made as if to speak again, but words refused her.	[738, 93, 933, 114]
